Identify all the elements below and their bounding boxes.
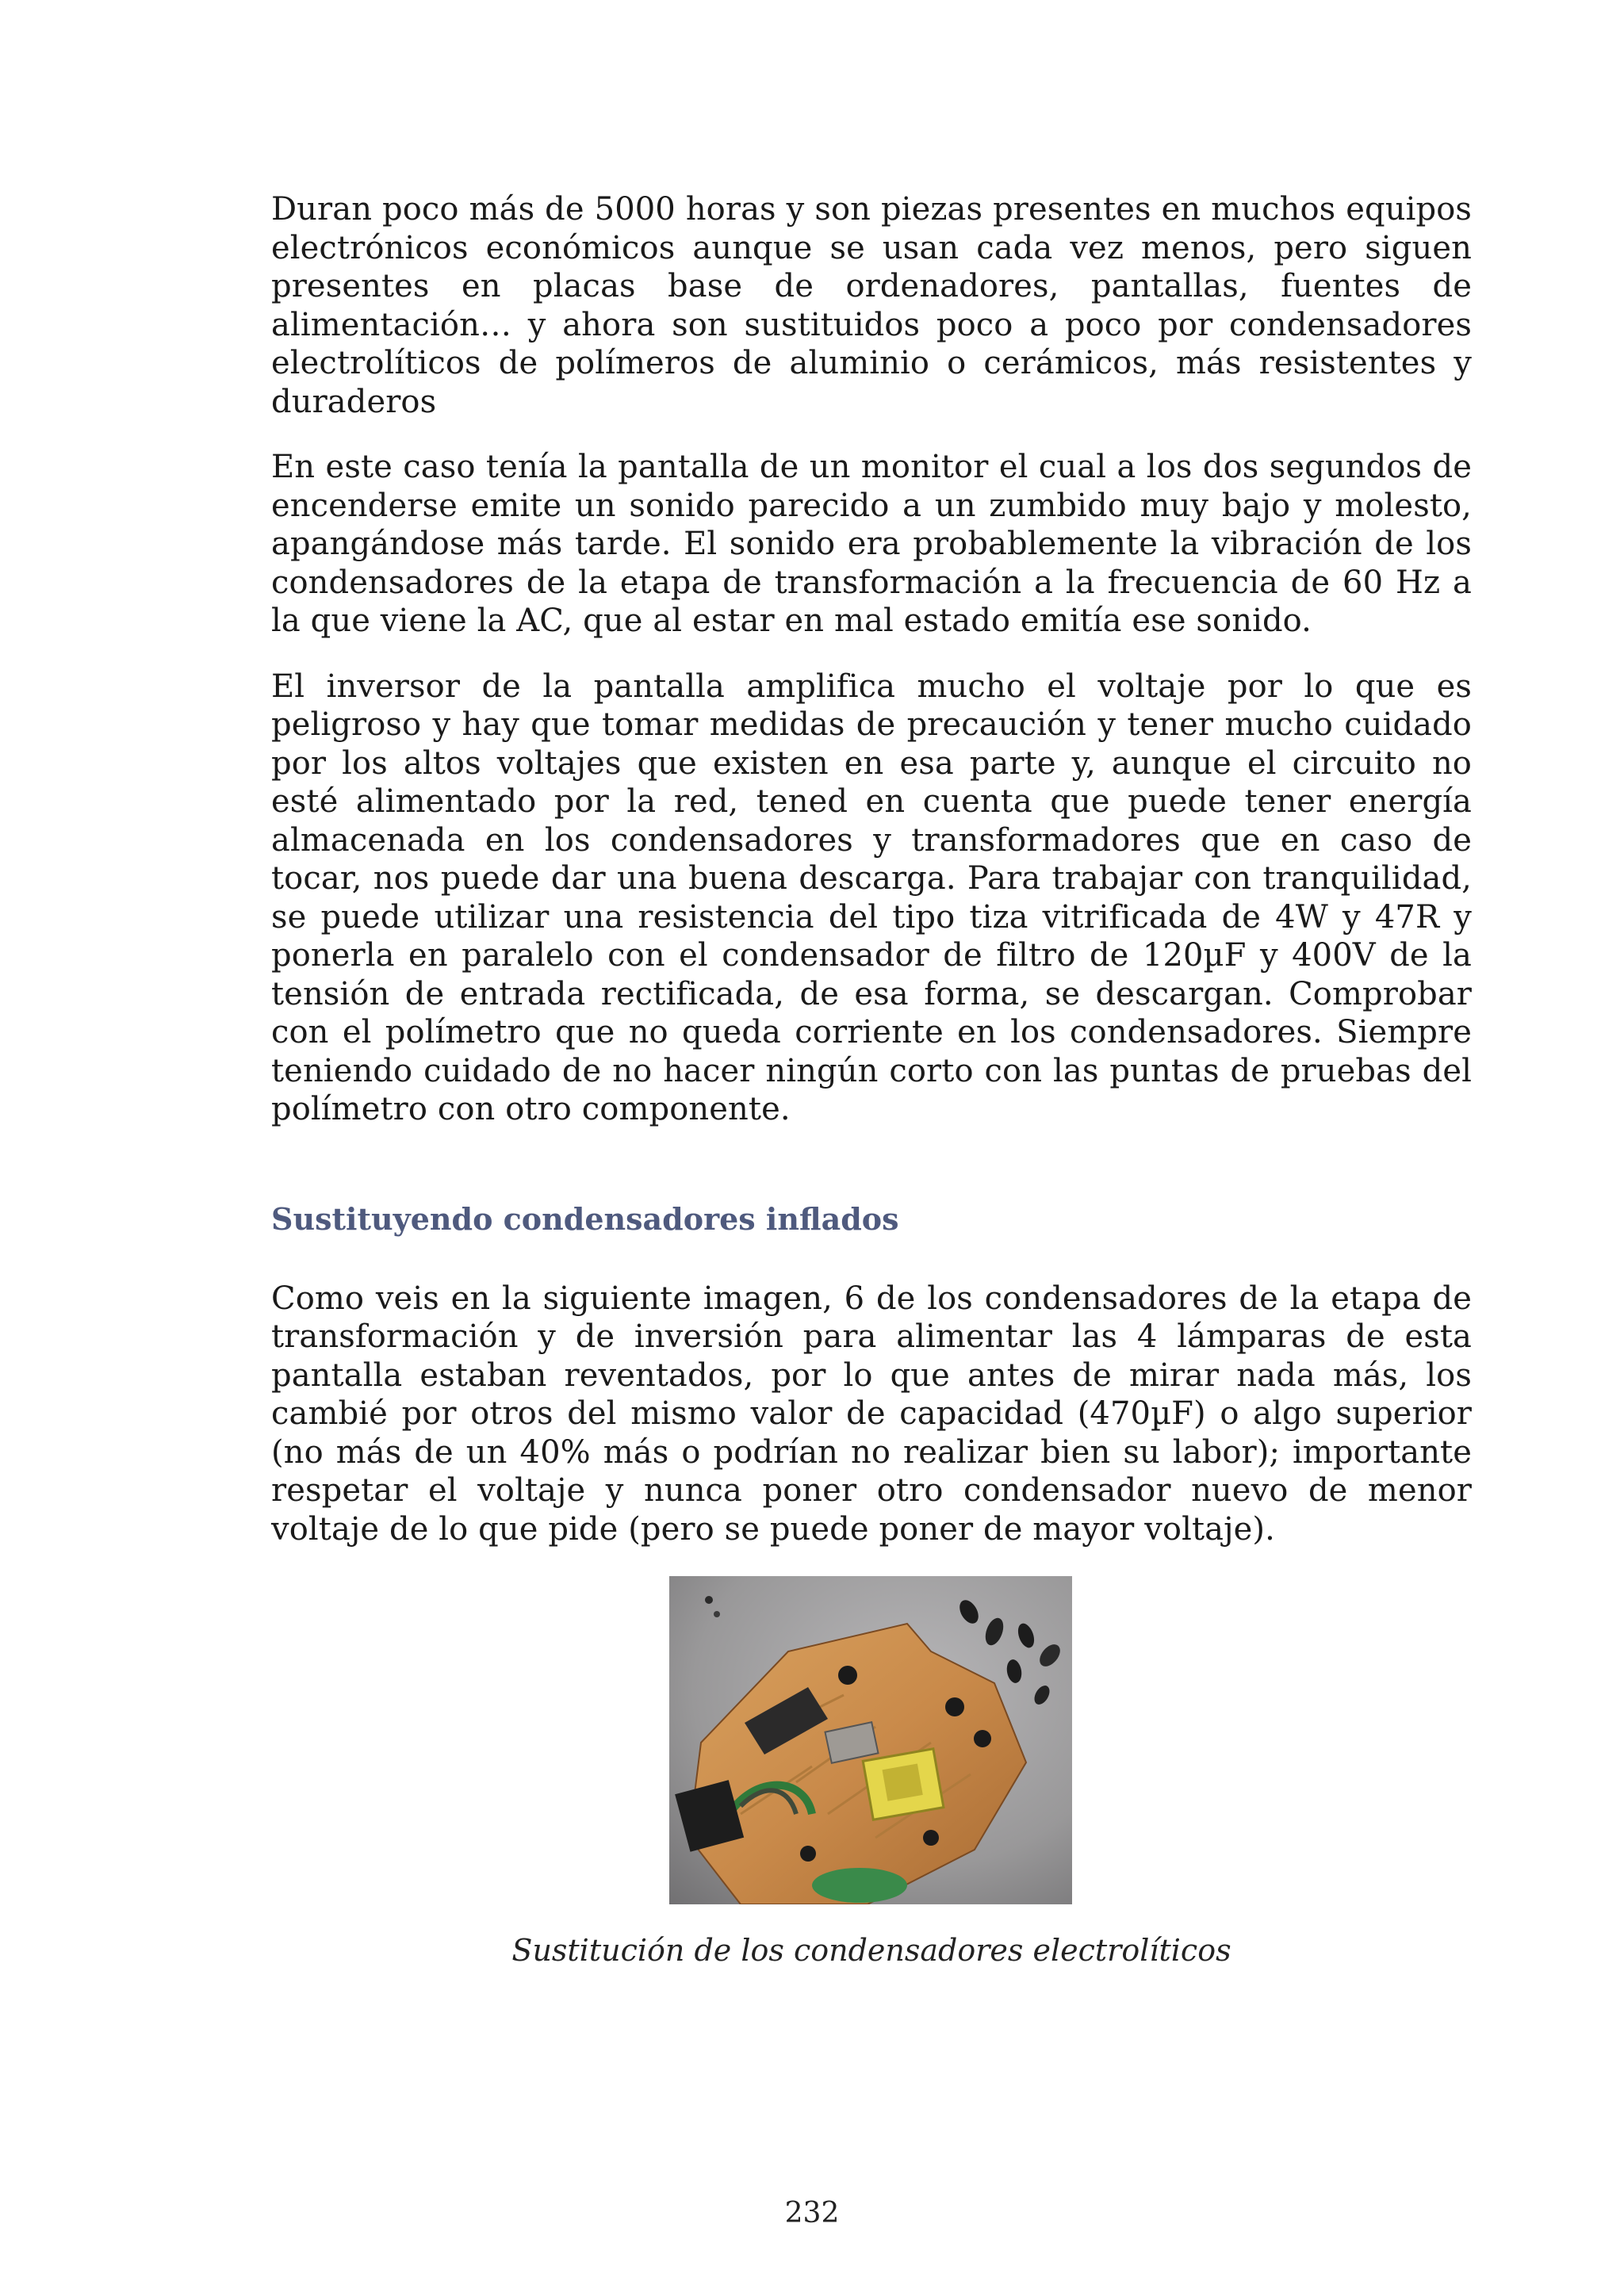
document-body xyxy=(271,190,1472,1575)
pcb-photo-illustration xyxy=(669,1576,1072,1904)
section-heading: Sustituyendo condensadores inflados xyxy=(271,1200,899,1237)
page-number: 232 xyxy=(784,2197,840,2229)
paragraph-2: En este caso tenía la pantalla de un monitor el cual a los dos segundos de encenderse emite un sonido parecido a un zumbido muy bajo y molesto, apangándose más tarde. El sonido era probablemente la vibración de los condensadores de la etapa de transformación a la frecuencia de 60 Hz a la que viene la AC, que al estar en mal estado emitía ese sonido. xyxy=(271,449,1472,639)
paragraph-4: Como veis en la siguiente imagen, 6 de los condensadores de la etapa de transformación y de inversión para alimentar las 4 lámparas de esta pantalla estaban reventados, por lo que antes de mirar nada más, los cambié por otros del mismo valor de capacidad (470µF) o algo superior (no más de un 40% más o podrían no realizar bien su labor); importante respetar el voltaje y nunca poner otro condensador nuevo de menor voltaje de lo que pide (pero se puede poner de mayor voltaje). xyxy=(271,1280,1472,1548)
figure-caption: Sustitución de los condensadores electrolíticos xyxy=(511,1933,1231,1968)
pcb-photo xyxy=(669,1576,1072,1904)
paragraph-1: Duran poco más de 5000 horas y son piezas presentes en muchos equipos electrónicos económicos aunque se usan cada vez menos, pero siguen presentes en placas base de ordenadores, pantallas, fuentes de alimentación… y ahora son sustituidos poco a poco por condensadores electrolíticos de polímeros de aluminio o cerámicos, más resistentes y duraderos xyxy=(271,191,1472,420)
paragraph-3: El inversor de la pantalla amplifica mucho el voltaje por lo que es peligroso y hay que tomar medidas de precaución y tener mucho cuidado por los altos voltajes que existen en esa parte y, aunque el circuito no esté alimentado por la red, tened en cuenta que puede tener energía almacenada en los condensadores y transformadores que en caso de tocar, nos puede dar una buena descarga. Para trabajar con tranquilidad, se puede utilizar una resistencia del tipo tiza vitrificada de 4W y 47R y ponerla en paralelo con el condensador de filtro de 120µF y 400V de la tensión de entrada rectificada, de esa forma, se descargan. Comprobar con el polímetro que no queda corriente en los condensadores. Siempre teniendo cuidado de no hacer ningún corto con las puntas de pruebas del polímetro con otro componente. xyxy=(271,668,1472,1127)
